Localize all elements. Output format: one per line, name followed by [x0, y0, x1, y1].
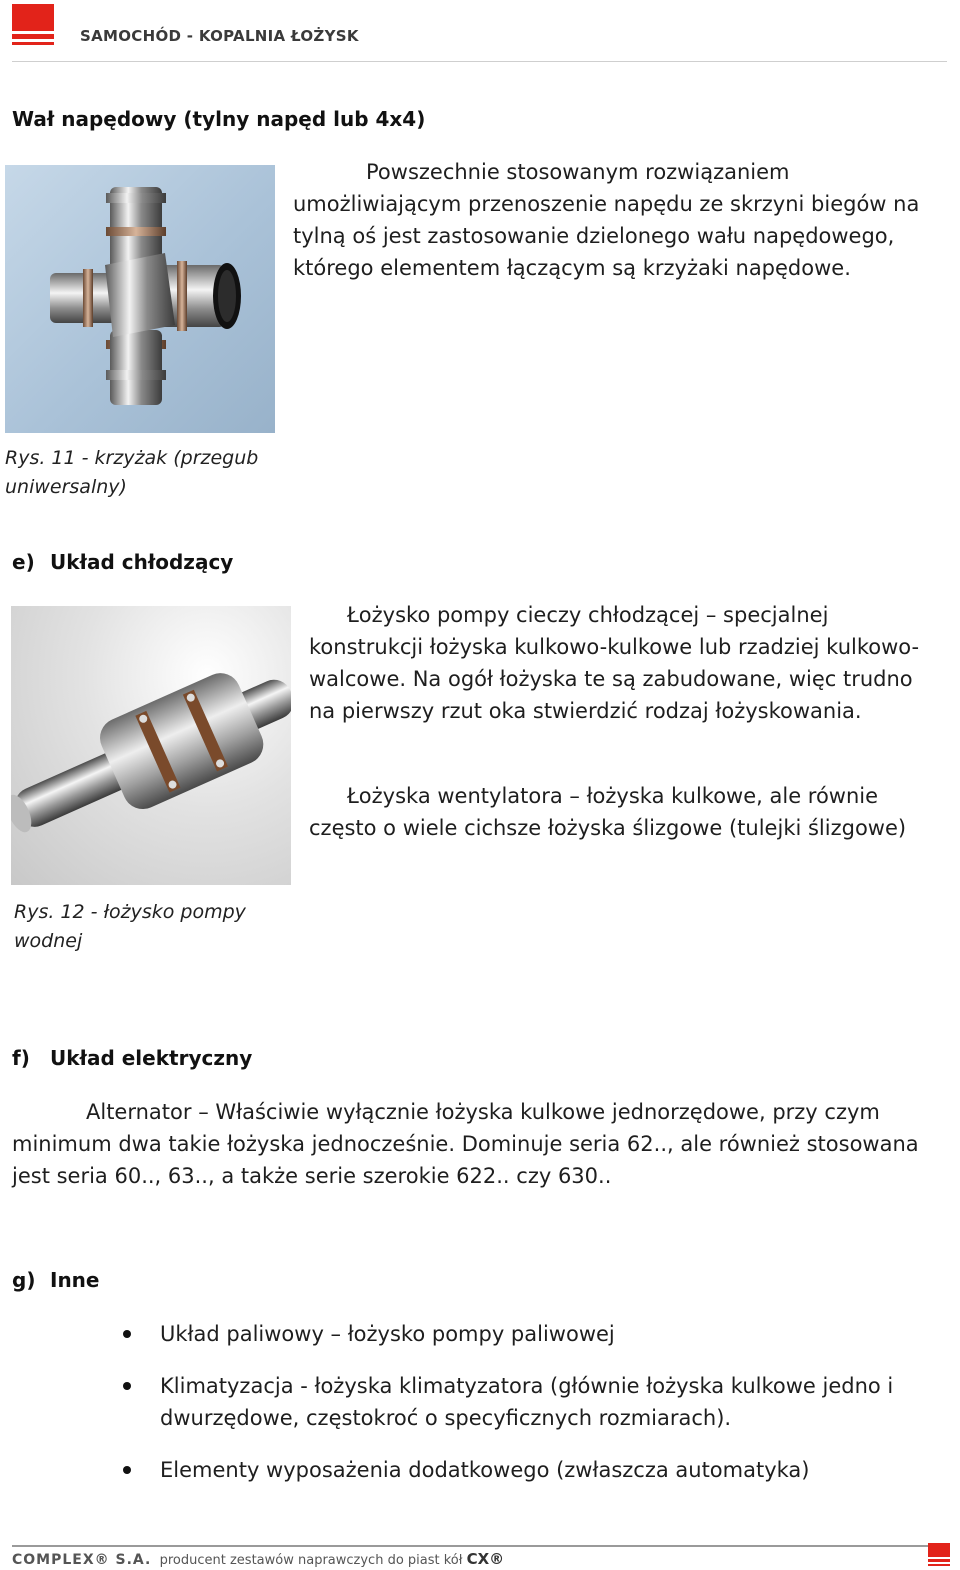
section-label-f: f) — [12, 1046, 30, 1070]
section-label-e: e) — [12, 550, 35, 574]
other-heading-text: Inne — [50, 1268, 100, 1292]
heading-drive-shaft: Wał napędowy (tylny napęd lub 4x4) — [12, 107, 426, 131]
header-divider — [12, 61, 947, 62]
company-logo-mark — [12, 4, 54, 44]
footer-tagline: producent zestawów naprawczych do piast kół — [159, 1553, 463, 1568]
universal-joint-illustration — [5, 165, 275, 433]
other-items-list — [120, 1318, 940, 1506]
heading-electrical-system — [12, 1046, 252, 1070]
list-item: Układ paliwowy – łożysko pompy paliwowej — [120, 1318, 940, 1350]
section-label-g: g) — [12, 1268, 36, 1292]
footer-cx-mark: CX® — [466, 1550, 505, 1568]
heading-cooling-system — [12, 550, 233, 574]
footer-divider — [12, 1545, 930, 1547]
bullet-icon — [123, 1466, 131, 1474]
universal-joint-image — [5, 165, 275, 433]
footer-logo-mark — [928, 1543, 950, 1567]
list-item: Elementy wyposażenia dodatkowego (zwłaszcza automatyka) — [120, 1454, 940, 1486]
electrical-paragraph: Alternator – Właściwie wyłącznie łożyska kulkowe jednorzędowe, przy czym minimum dwa takie łożyska jednocześnie. Dominuje seria 62.., ale również stosowana jest seria 60.., 63.., a także serie szerokie 622.. czy 630.. — [12, 1100, 919, 1188]
heading-other — [12, 1268, 99, 1292]
cooling-heading-text: Układ chłodzący — [50, 550, 234, 574]
list-item: Klimatyzacja - łożyska klimatyzatora (głównie łożyska kulkowe jedno i dwurzędowe, częstokroć o specyficznych rozmiarach). — [120, 1370, 940, 1434]
bullet-icon — [123, 1382, 131, 1390]
footer-brand: COMPLEX® S.A. — [12, 1552, 152, 1568]
bullet-icon — [123, 1330, 131, 1338]
drive-shaft-paragraph: Powszechnie stosowanym rozwiązaniem umożliwiającym przenoszenie napędu ze skrzyni biegów na tylną oś jest zastosowanie dzielonego wału napędowego, którego elementem łączącym są krzyżaki napędowe. — [293, 160, 920, 280]
cooling-paragraph-pump: Łożysko pompy cieczy chłodzącej – specjalnej konstrukcji łożyska kulkowo-kulkowe lub rzadziej kulkowo-walcowe. Na ogół łożyska te są zabudowane, więc trudno na pierwszy rzut oka stwierdzić rodzaj łożyskowania. — [309, 603, 920, 723]
document-header-title: SAMOCHÓD - KOPALNIA ŁOŻYSK — [80, 27, 359, 45]
cooling-paragraph-fan: Łożyska wentylatora – łożyska kulkowe, ale równie często o wiele cichsze łożyska ślizgowe (tulejki ślizgowe) — [309, 784, 907, 840]
figure-11-caption: Rys. 11 - krzyżak (przegub uniwersalny) — [5, 447, 259, 498]
footer — [12, 1550, 504, 1568]
figure-12-caption: Rys. 12 - łożysko pompy wodnej — [14, 901, 246, 952]
electrical-heading-text: Układ elektryczny — [50, 1046, 253, 1070]
water-pump-bearing-image — [11, 606, 291, 885]
water-pump-bearing-illustration — [11, 606, 291, 885]
